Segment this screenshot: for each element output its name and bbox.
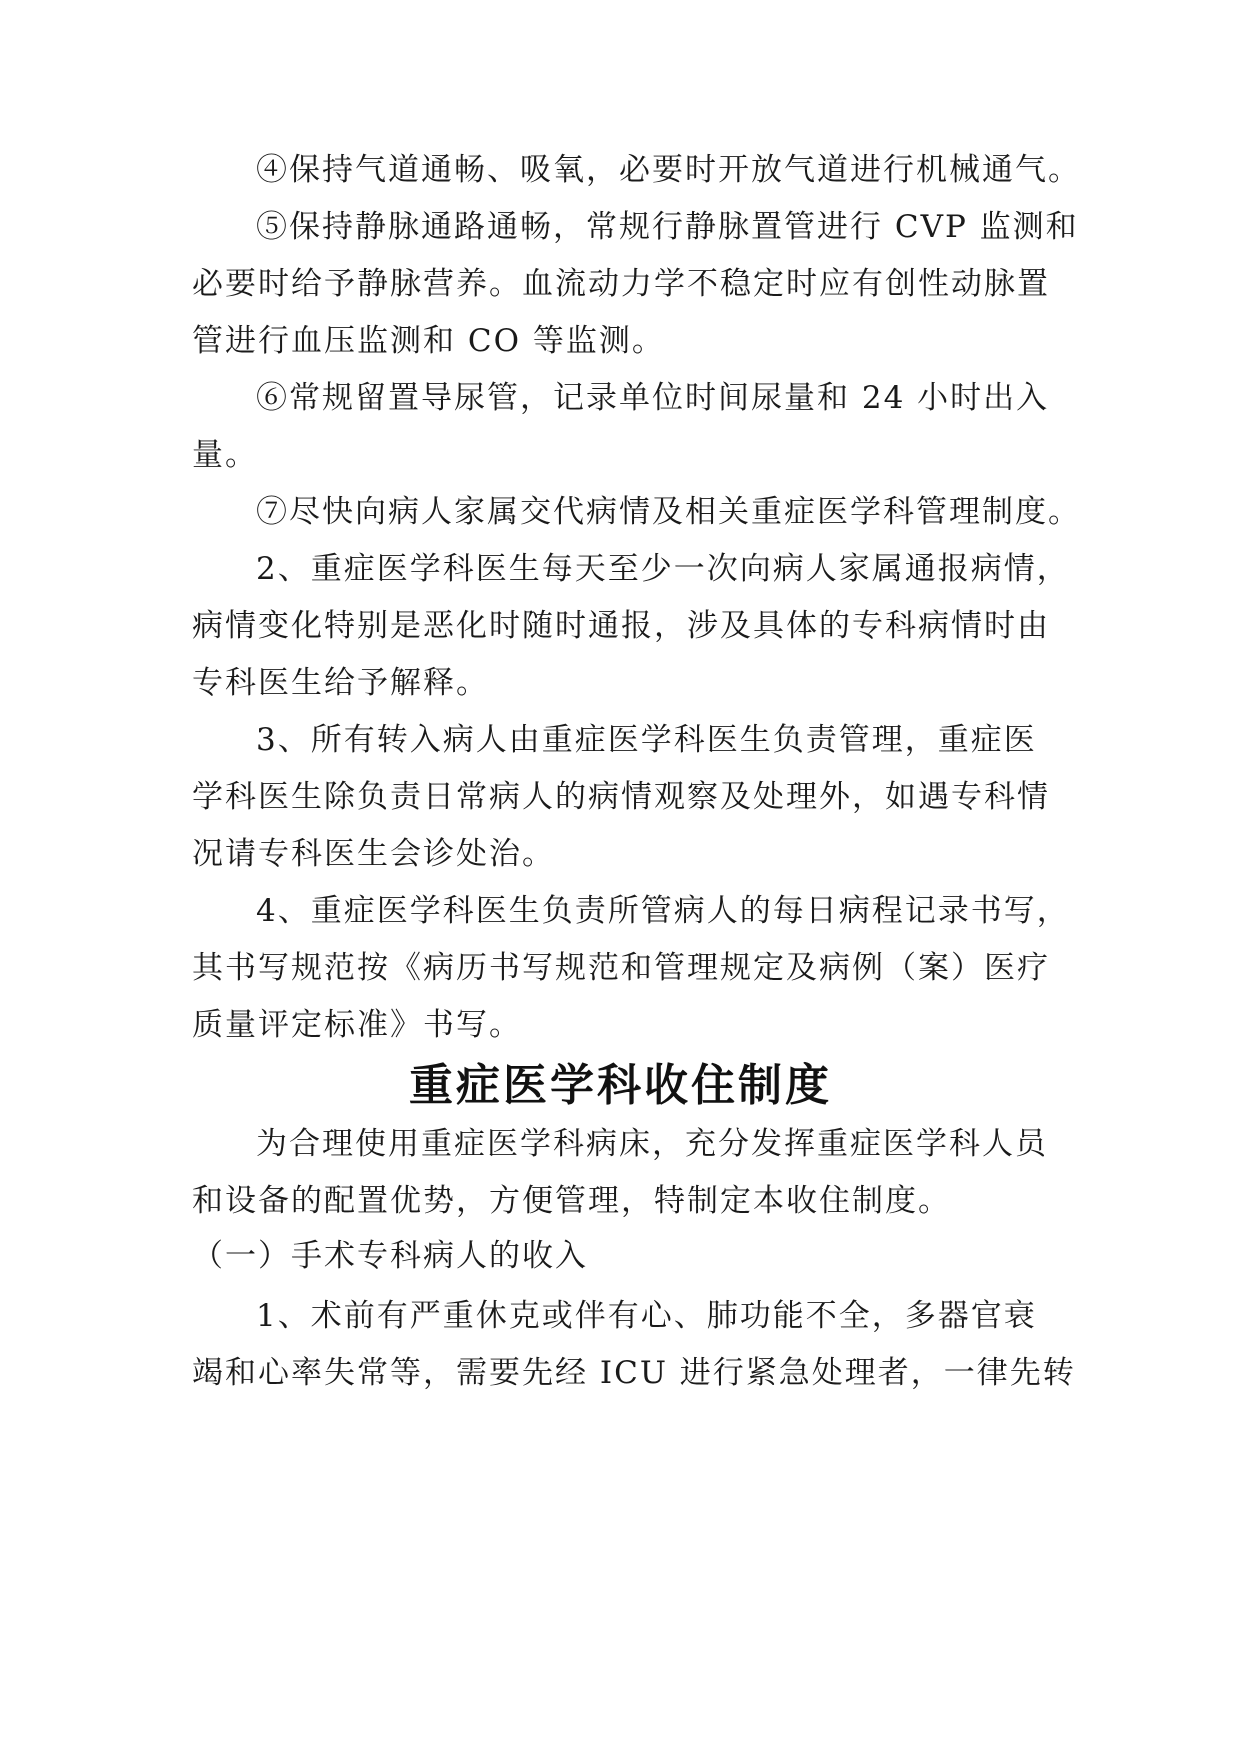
paragraph-line-airway: ④保持气道通畅、吸氧，必要时开放气道进行机械通气。 — [256, 152, 1081, 188]
paragraph-line-venous-3: 管进行血压监测和 CO 等监测。 — [192, 323, 665, 359]
section-title: 重症医学科收住制度 — [409, 1060, 832, 1111]
paragraph-line-item3-2: 学科医生除负责日常病人的病情观察及处理外，如遇专科情 — [192, 779, 1050, 815]
paragraph-line-item4-1: 4、重症医学科医生负责所管病人的每日病程记录书写， — [256, 893, 1070, 929]
paragraph-line-family: ⑦尽快向病人家属交代病情及相关重症医学科管理制度。 — [256, 494, 1081, 530]
paragraph-line-intro-2: 和设备的配置优势，方便管理，特制定本收住制度。 — [192, 1183, 951, 1219]
paragraph-line-catheter-2: 量。 — [192, 437, 258, 473]
paragraph-line-intro-1: 为合理使用重症医学科病床，充分发挥重症医学科人员 — [256, 1126, 1048, 1162]
paragraph-line-item4-2: 其书写规范按《病历书写规范和管理规定及病例（案）医疗 — [192, 950, 1050, 986]
paragraph-line-item4-3: 质量评定标准》书写。 — [192, 1007, 522, 1043]
paragraph-line-surgical-1: 1、术前有严重休克或伴有心、肺功能不全，多器官衰 — [256, 1298, 1037, 1334]
subsection-heading: （一）手术专科病人的收入 — [192, 1238, 588, 1274]
paragraph-line-item2-3: 专科医生给予解释。 — [192, 665, 489, 701]
paragraph-line-item3-3: 况请专科医生会诊处治。 — [192, 836, 555, 872]
paragraph-line-venous-1: ⑤保持静脉通路通畅，常规行静脉置管进行 CVP 监测和 — [256, 209, 1079, 245]
paragraph-line-venous-2: 必要时给予静脉营养。血流动力学不稳定时应有创性动脉置 — [192, 266, 1050, 302]
paragraph-line-surgical-2: 竭和心率失常等，需要先经 ICU 进行紧急处理者，一律先转 — [192, 1355, 1076, 1391]
paragraph-line-item2-2: 病情变化特别是恶化时随时通报，涉及具体的专科病情时由 — [192, 608, 1050, 644]
paragraph-line-catheter-1: ⑥常规留置导尿管，记录单位时间尿量和 24 小时出入 — [256, 380, 1050, 416]
paragraph-line-item2-1: 2、重症医学科医生每天至少一次向病人家属通报病情， — [256, 551, 1070, 587]
paragraph-line-item3-1: 3、所有转入病人由重症医学科医生负责管理，重症医 — [256, 722, 1037, 758]
